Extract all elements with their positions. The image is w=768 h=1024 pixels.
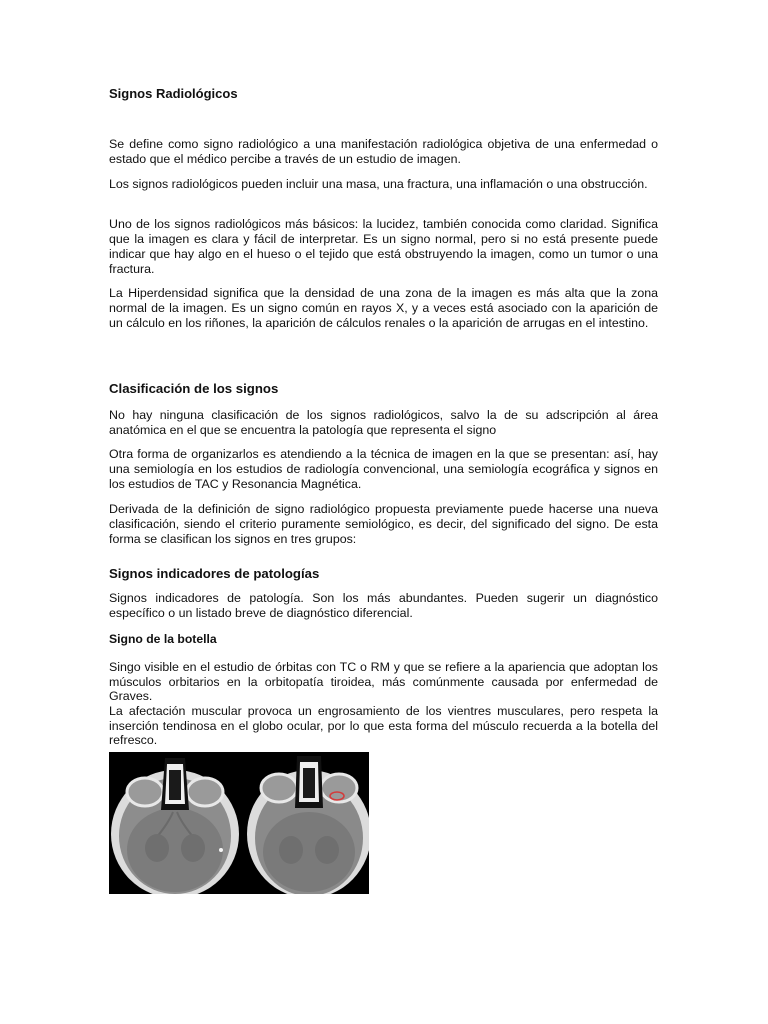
intro-paragraph-3: Uno de los signos radiológicos más básicos: la lucidez, también conocida como claridad. Significa que la imagen es clara y fácil de interpretar. Es un signo normal, pero si no está presente puede indicar que hay algo en el hueso o el tejido que está obstruyendo la imagen, como un tumor o una fractura.: [109, 217, 658, 276]
intro-paragraph-2: Los signos radiológicos pueden incluir una masa, una fractura, una inflamación o una obstrucción.: [109, 177, 648, 191]
indicators-heading: Signos indicadores de patologías: [109, 566, 320, 581]
ct-scan-orbits-image: [109, 752, 369, 894]
ct-scan-orbits-icon: [109, 752, 369, 894]
bottle-sign-paragraph-1: Singo visible en el estudio de órbitas con TC o RM y que se refiere a la apariencia que adoptan los músculos orbitarios en la orbitopatía tiroidea, más comúnmente causada por enfermedad de Graves.: [109, 660, 658, 704]
intro-paragraph-4: La Hiperdensidad significa que la densidad de una zona de la imagen es más alta que la zona normal de la imagen. Es un signo común en rayos X, y a veces está asociado con la aparición de un cálculo en los riñones, la aparición de cálculos renales o la aparición de arrugas en el intestino.: [109, 286, 658, 330]
bottle-sign-heading: Signo de la botella: [109, 632, 217, 646]
classification-heading: Clasificación de los signos: [109, 381, 279, 396]
bottle-sign-paragraph-2: La afectación muscular provoca un engrosamiento de los vientres musculares, pero respeta la inserción tendinosa en el globo ocular, por lo que esta forma del músculo recuerda a la botella del refresco.: [109, 704, 658, 748]
indicators-paragraph: Signos indicadores de patología. Son los más abundantes. Pueden sugerir un diagnóstico específico o un listado breve de diagnóstico diferencial.: [109, 591, 658, 620]
classification-paragraph-2: Otra forma de organizarlos es atendiendo a la técnica de imagen en la que se presentan: así, hay una semiología en los estudios de radiología convencional, una semiología ecográfica y signos en los estudios de TAC y Resonancia Magnética.: [109, 447, 658, 491]
document-title: Signos Radiológicos: [109, 86, 238, 101]
classification-paragraph-3: Derivada de la definición de signo radiológico propuesta previamente puede hacerse una nueva clasificación, siendo el criterio puramente semiológico, es decir, del significado del signo. De esta forma se clasifican los signos en tres grupos:: [109, 502, 658, 546]
classification-paragraph-1: No hay ninguna clasificación de los signos radiológicos, salvo la de su adscripción al área anatómica en el que se encuentra la patología que representa el signo: [109, 408, 658, 437]
intro-paragraph-1: Se define como signo radiológico a una manifestación radiológica objetiva de una enfermedad o estado que el médico percibe a través de un estudio de imagen.: [109, 137, 658, 166]
